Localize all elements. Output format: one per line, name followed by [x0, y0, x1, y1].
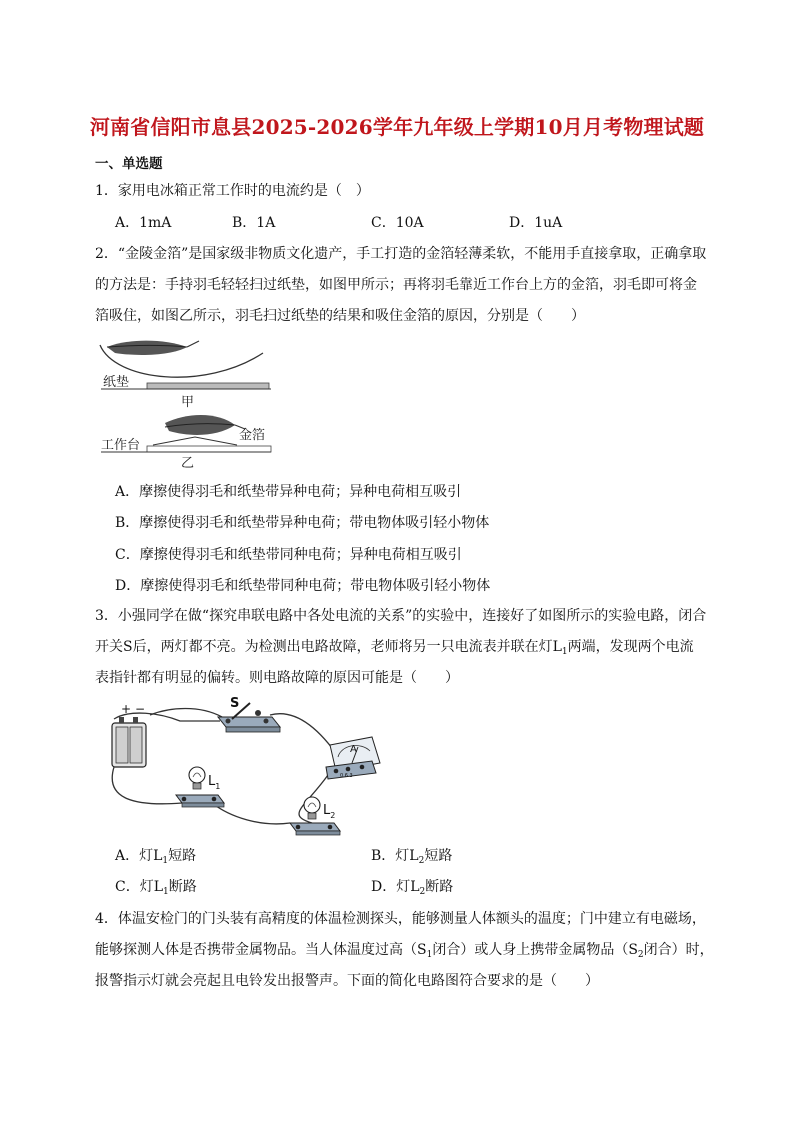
ammeter-label: A — [350, 744, 357, 755]
feather-icon — [165, 415, 245, 435]
q3-line2-subscript: 1 — [561, 647, 568, 657]
gold-leaf-label: 金箔 — [239, 428, 266, 443]
switch-icon — [218, 703, 280, 732]
q1-option-d: D．1uA — [509, 215, 563, 231]
q2-option-a: A．摩擦使得羽毛和纸垫带异种电荷；异种电荷相互吸引 — [115, 484, 462, 500]
q3-option-c: C．灯$L_1$断路 — [115, 879, 197, 897]
question-3-line-1: 3．小强同学在做“探究串联电路中各处电流的关系”的实验中，连接好了如图所示的实验电路，闭合 — [95, 608, 707, 624]
switch-label: S — [230, 697, 240, 711]
workbench-label: 工作台 — [101, 438, 141, 453]
page-title: 河南省信阳市息县2025-2026学年九年级上学期10月月考物理试题 — [89, 115, 705, 139]
battery-icon — [112, 717, 146, 767]
question-3-line-3: 表指针都有明显的偏转。则电路故障的原因可能是（ ） — [95, 670, 459, 686]
q1-option-a: A．1mA — [115, 215, 172, 231]
lamp-l1-label: $L_1$ — [208, 774, 221, 791]
paper-pad — [147, 383, 269, 389]
q3-option-a: A．灯$L_1$短路 — [115, 848, 197, 866]
section-heading: 一、单选题 — [95, 156, 163, 172]
lamp-l2-label: $L_2$ — [323, 803, 336, 820]
question-2-line-2: 的方法是：手持羽毛轻轻扫过纸垫，如图甲所示；再将羽毛靠近工作台上方的金箔，羽毛即可将金 — [95, 277, 697, 293]
q1-option-b: B．1A — [232, 215, 276, 231]
q3-line2-text-end: 两端，发现两个电流 — [567, 639, 694, 655]
question-2-line-3: 箔吸住，如图乙所示，羽毛扫过纸垫的结果和吸住金箔的原因，分别是（ ） — [95, 308, 585, 324]
q2-option-d: D．摩擦使得羽毛和纸垫带同种电荷；带电物体吸引轻小物体 — [115, 578, 491, 594]
q3-circuit-figure — [100, 697, 390, 842]
q2-option-b: B．摩擦使得羽毛和纸垫带异种电荷；带电物体吸引轻小物体 — [115, 515, 490, 531]
q3-option-d: D．灯$L_2$断路 — [371, 879, 454, 897]
q3-line2-text: 开关S后，两灯都不亮。为检测出电路故障，老师将另一只电流表并联在灯L — [95, 639, 562, 655]
question-3-line-2 — [95, 638, 694, 656]
workbench — [147, 446, 271, 452]
q2-figure — [95, 333, 285, 468]
q2-option-c: C．摩擦使得羽毛和纸垫带同种电荷；异种电荷相互吸引 — [115, 547, 462, 563]
question-4-line-1: 4．体温安检门的门头装有高精度的体温检测探头，能够测量人体额头的温度；门中建立有电磁场， — [95, 911, 706, 927]
figure-b-caption: 乙 — [181, 456, 195, 468]
paper-pad-label: 纸垫 — [103, 375, 130, 390]
q1-option-c: C．10A — [371, 215, 424, 231]
question-4-line-3: 报警指示灯就会亮起且电铃发出报警声。下面的简化电路图符合要求的是（ ） — [95, 973, 599, 989]
question-2-line-1: 2．“金陵金箔”是国家级非物质文化遗产，手工打造的金箔轻薄柔软，不能用手直接拿取，正确拿取 — [95, 246, 707, 262]
figure-a-caption: 甲 — [181, 395, 195, 410]
question-4-line-2: 能够探测人体是否携带金属物品。当人体温度过高（$S_1$闭合）或人身上携带金属物品（$S_2$闭合）时， — [95, 942, 714, 960]
q3-option-b: B．灯$L_2$短路 — [371, 848, 453, 866]
battery-minus-label: − — [135, 702, 146, 716]
question-1-stem: 1．家用电冰箱正常工作时的电流约是（ ） — [95, 183, 370, 199]
feather-icon — [107, 341, 199, 355]
battery-plus-label: + — [121, 702, 132, 716]
ammeter-terminal-labels: 0.6 3 — [340, 773, 353, 779]
